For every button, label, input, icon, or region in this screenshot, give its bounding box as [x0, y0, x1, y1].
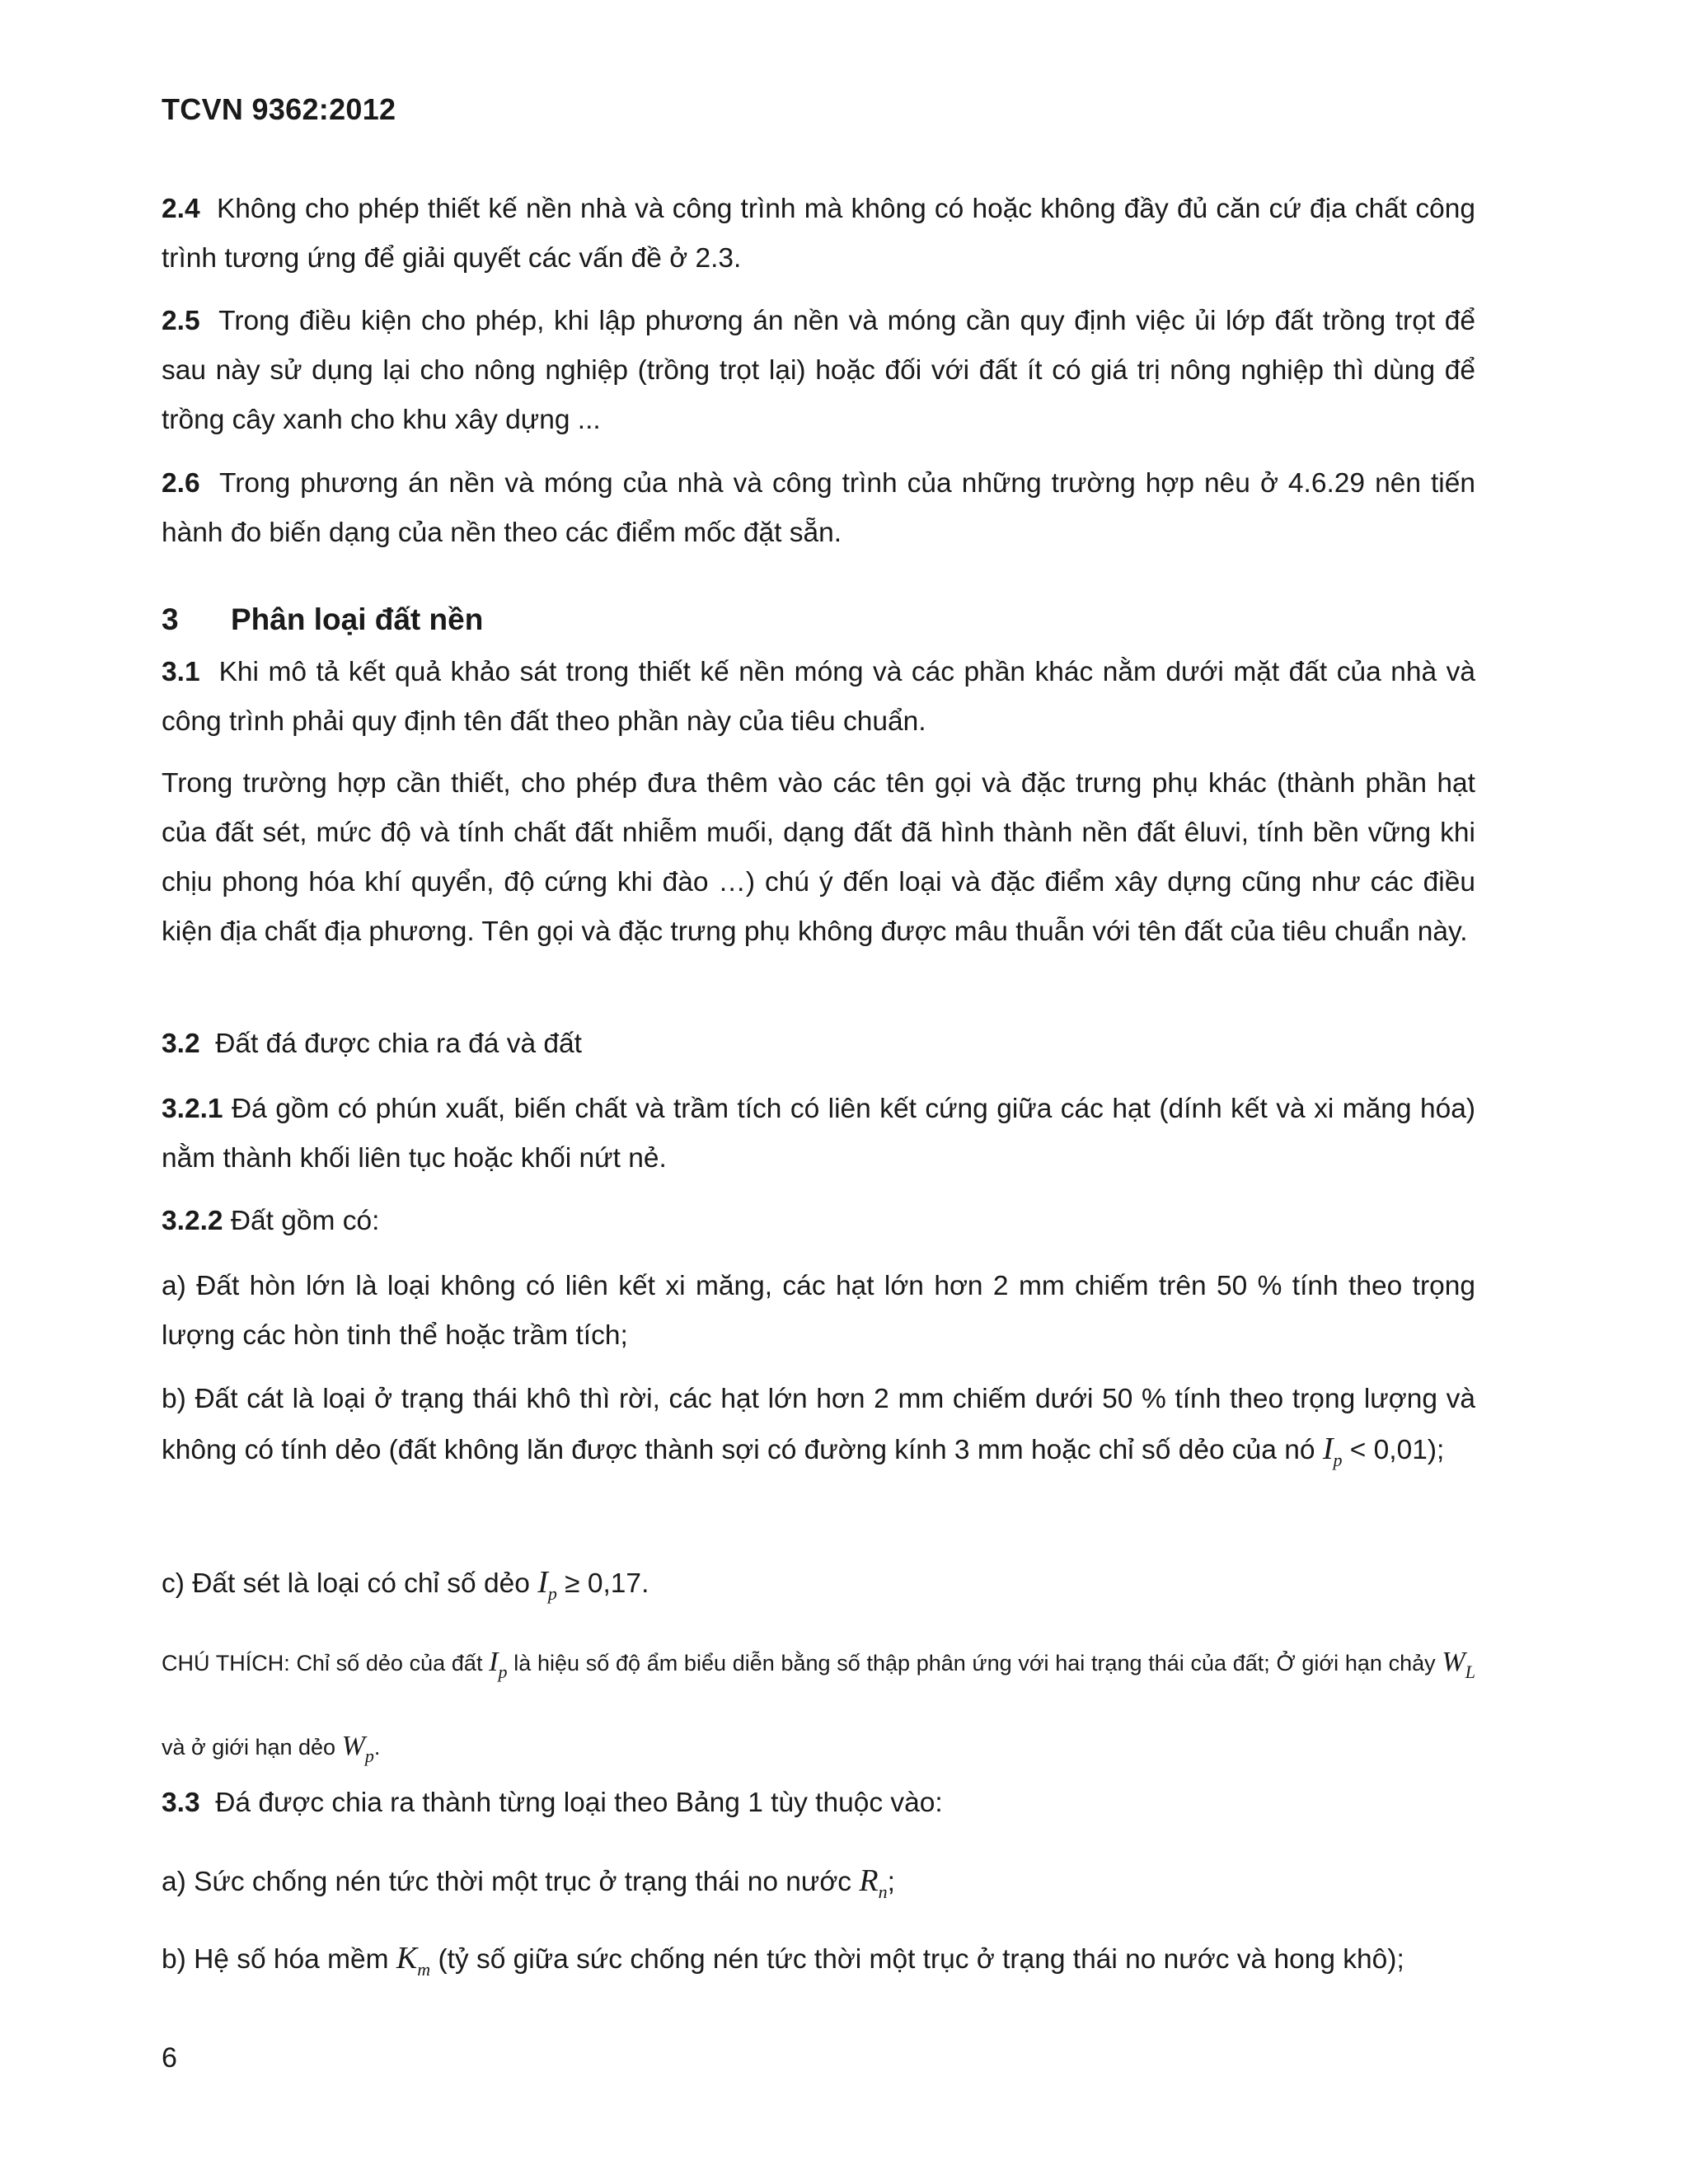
plasticity-index-symbol: $I_p$	[1322, 1432, 1343, 1470]
paragraph-2-6	[162, 459, 1475, 558]
list-item-text: b) Đất cát là loại ở trạng thái khô thì rời, các hạt lớn hơn 2 mm chiếm dưới 50 % tính theo trọng lượng và không có tính dẻo (đất không lăn được thành sợi có đường kính 3 mm hoặc chỉ số dẻo của nó	[162, 1384, 1475, 1465]
list-item-a	[162, 1262, 1475, 1361]
clause-number: 2.4	[162, 194, 200, 224]
clause-text: Đá được chia ra thành từng loại theo Bảng 1 tùy thuộc vào:	[215, 1788, 943, 1818]
section-heading-3	[162, 595, 483, 644]
clause-number: 3.2	[162, 1029, 200, 1059]
list-item-text: a) Sức chống nén tức thời một trục ở trạng thái no nước	[162, 1867, 852, 1897]
list-item-text: b) Hệ số hóa mềm	[162, 1944, 389, 1975]
liquid-limit-symbol: $W_L$	[1442, 1647, 1475, 1682]
clause-text: Khi mô tả kết quả khảo sát trong thiết kế nền móng và các phần khác nằm dưới mặt đất của nhà và công trình phải quy định tên đất theo phần này của tiêu chuẩn.	[162, 657, 1475, 737]
note-tail: .	[373, 1735, 381, 1760]
clause-number: 2.6	[162, 468, 200, 499]
plasticity-index-symbol: $I_p$	[489, 1647, 508, 1682]
list-item-text: c) Đất sét là loại có chỉ số dẻo	[162, 1568, 530, 1599]
paragraph-2-5	[162, 297, 1475, 445]
list-item-c	[162, 1558, 1475, 1619]
compressive-strength-symbol: $R_n$	[859, 1863, 888, 1902]
list-item-tail: (tỷ số giữa sức chống nén tức thời một trục ở trạng thái no nước và hong khô);	[438, 1944, 1404, 1975]
section-number: 3	[162, 602, 179, 636]
list-item-tail: ;	[887, 1867, 895, 1897]
clause-text: Trong điều kiện cho phép, khi lập phương án nền và móng cần quy định việc ủi lớp đất trồng trọt để sau này sử dụng lại cho nông nghiệp (trồng trọt lại) hoặc đối với đất ít có giá trị nông nghiệp thì dùng để trồng cây xanh cho khu xây dựng ...	[162, 306, 1476, 435]
list-item-b	[162, 1375, 1475, 1485]
note-text: là hiệu số độ ẩm biểu diễn bằng số thập phân ứng với hai trạng thái của đất; Ở giới hạn chảy	[513, 1651, 1436, 1675]
plastic-limit-symbol: $W_p$	[341, 1731, 374, 1766]
clause-text: Không cho phép thiết kế nền nhà và công trình mà không có hoặc không đầy đủ căn cứ địa chất công trình tương ứng để giải quyết các vấn đề ở 2.3.	[162, 194, 1475, 274]
clause-text: Đá gồm có phún xuất, biến chất và trầm tích có liên kết cứng giữa các hạt (dính kết và xi măng hóa) nằm thành khối liên tục hoặc khối nứt nẻ.	[162, 1094, 1475, 1174]
list-item-text: a) Đất hòn lớn là loại không có liên kết xi măng, các hạt lớn hơn 2 mm chiếm trên 50 % tính theo trọng lượng các hòn tinh thể hoặc trầm tích;	[162, 1271, 1475, 1351]
note-text: Chỉ số dẻo của đất	[296, 1651, 483, 1675]
note-label: CHÚ THÍCH:	[162, 1651, 290, 1675]
clause-number: 3.1	[162, 657, 200, 687]
paragraph-3-1	[162, 648, 1475, 747]
list-item-3a	[162, 1856, 1475, 1917]
clause-text: Đất gồm có:	[230, 1206, 380, 1236]
list-item-tail: < 0,01);	[1349, 1435, 1445, 1465]
list-item-3b	[162, 1933, 1475, 1994]
note-block	[162, 1625, 1475, 1793]
clause-text: Trong phương án nền và móng của nhà và công trình của những trường hợp nêu ở 4.6.29 nên tiến hành đo biến dạng của nền theo các điểm mốc đặt sẵn.	[162, 468, 1476, 548]
page-number: 6	[162, 2042, 177, 2074]
section-title: Phân loại đất nền	[231, 602, 484, 636]
list-item-tail: ≥ 0,17.	[565, 1568, 649, 1599]
note-text: và ở giới hạn dẻo	[162, 1735, 336, 1760]
document-code-header: TCVN 9362:2012	[162, 92, 396, 126]
plasticity-index-symbol: $I_p$	[537, 1565, 557, 1604]
clause-text: Trong trường hợp cần thiết, cho phép đưa thêm vào các tên gọi và đặc trưng phụ khác (thành phần hạt của đất sét, mức độ và tính chất đất nhiễm muối, dạng đất đã hình thành nền đất êluvi, tính bền vững khi chịu phong hóa khí quyển, độ cứng khi đào …) chú ý đến loại và đặc điểm xây dựng cũng như các điều kiện địa chất địa phương. Tên gọi và đặc trưng phụ không được mâu thuẫn với tên đất của tiêu chuẩn này.	[162, 768, 1475, 947]
clause-number: 2.5	[162, 306, 200, 336]
clause-text: Đất đá được chia ra đá và đất	[215, 1029, 582, 1059]
paragraph-3-1-continued	[162, 759, 1475, 957]
paragraph-3-3	[162, 1779, 1475, 1828]
paragraph-3-2-1	[162, 1085, 1475, 1183]
paragraph-2-4	[162, 185, 1475, 284]
clause-number: 3.3	[162, 1788, 200, 1818]
paragraph-3-2-2	[162, 1197, 1475, 1246]
clause-number: 3.2.2	[162, 1206, 223, 1236]
paragraph-3-2	[162, 1019, 1475, 1069]
softening-coefficient-symbol: $K_m$	[396, 1941, 431, 1980]
clause-number: 3.2.1	[162, 1094, 223, 1124]
